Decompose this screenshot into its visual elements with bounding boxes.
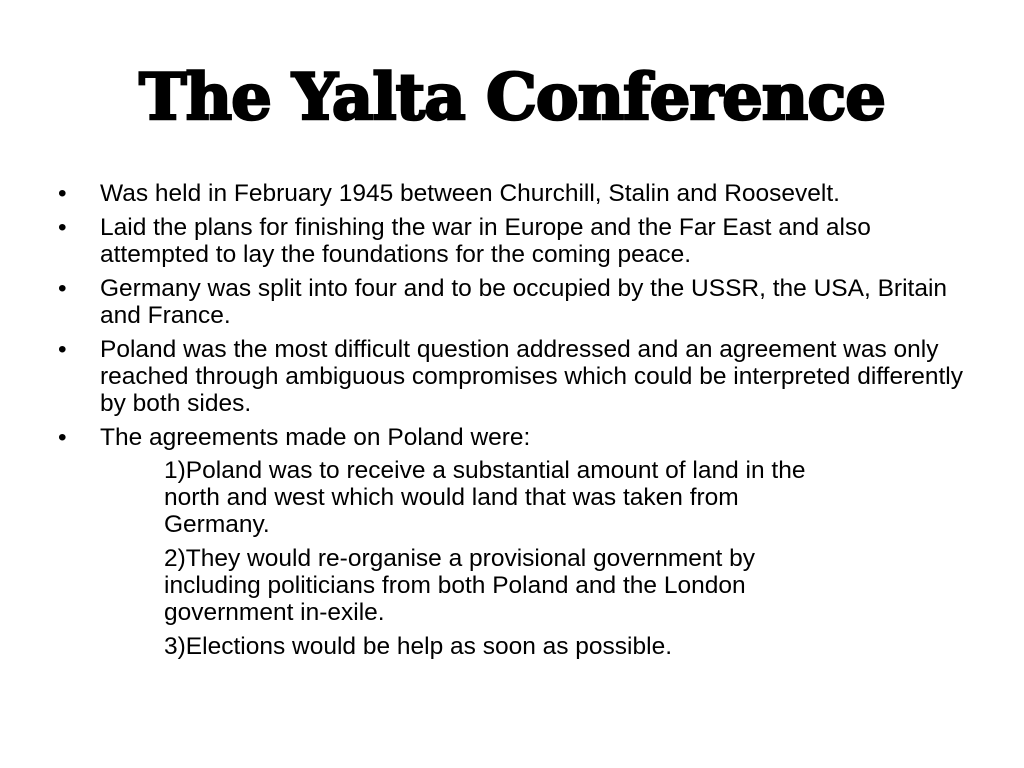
- poland-agreements-list: [100, 457, 973, 660]
- sub-item: 2)They would re-organise a provisional government by including politicians from both Poland and the London government in-exile.: [164, 545, 756, 626]
- bullet-marker-icon: •: [58, 214, 67, 241]
- bullet-list: [58, 180, 973, 660]
- bullet-marker-icon: •: [58, 180, 67, 207]
- sub-item: 1)Poland was to receive a substantial amount of land in the north and west which would land that was taken from Germany.: [164, 457, 806, 538]
- slide-title: The Yalta Conference: [138, 60, 886, 135]
- bullet-text: Was held in February 1945 between Churchill, Stalin and Roosevelt.: [100, 180, 840, 207]
- bullet-text: Poland was the most difficult question addressed and an agreement was only reached through ambiguous compromises which could be interpreted differently by both sides.: [100, 336, 963, 417]
- bullet-text: The agreements made on Poland were:: [100, 424, 531, 451]
- sub-item: 3)Elections would be help as soon as possible.: [164, 633, 673, 660]
- bullet-item: [58, 424, 973, 660]
- bullet-item: [58, 214, 973, 268]
- bullet-item: [58, 180, 973, 207]
- bullet-marker-icon: •: [58, 336, 67, 363]
- bullet-marker-icon: •: [58, 275, 67, 302]
- bullet-item: [58, 275, 973, 329]
- bullet-marker-icon: •: [58, 424, 67, 451]
- bullet-text: Germany was split into four and to be occupied by the USSR, the USA, Britain and France.: [100, 275, 948, 329]
- slide-body: [58, 180, 973, 667]
- bullet-item: [58, 336, 973, 417]
- bullet-text: Laid the plans for finishing the war in Europe and the Far East and also attempted to lay the foundations for the coming peace.: [100, 214, 871, 268]
